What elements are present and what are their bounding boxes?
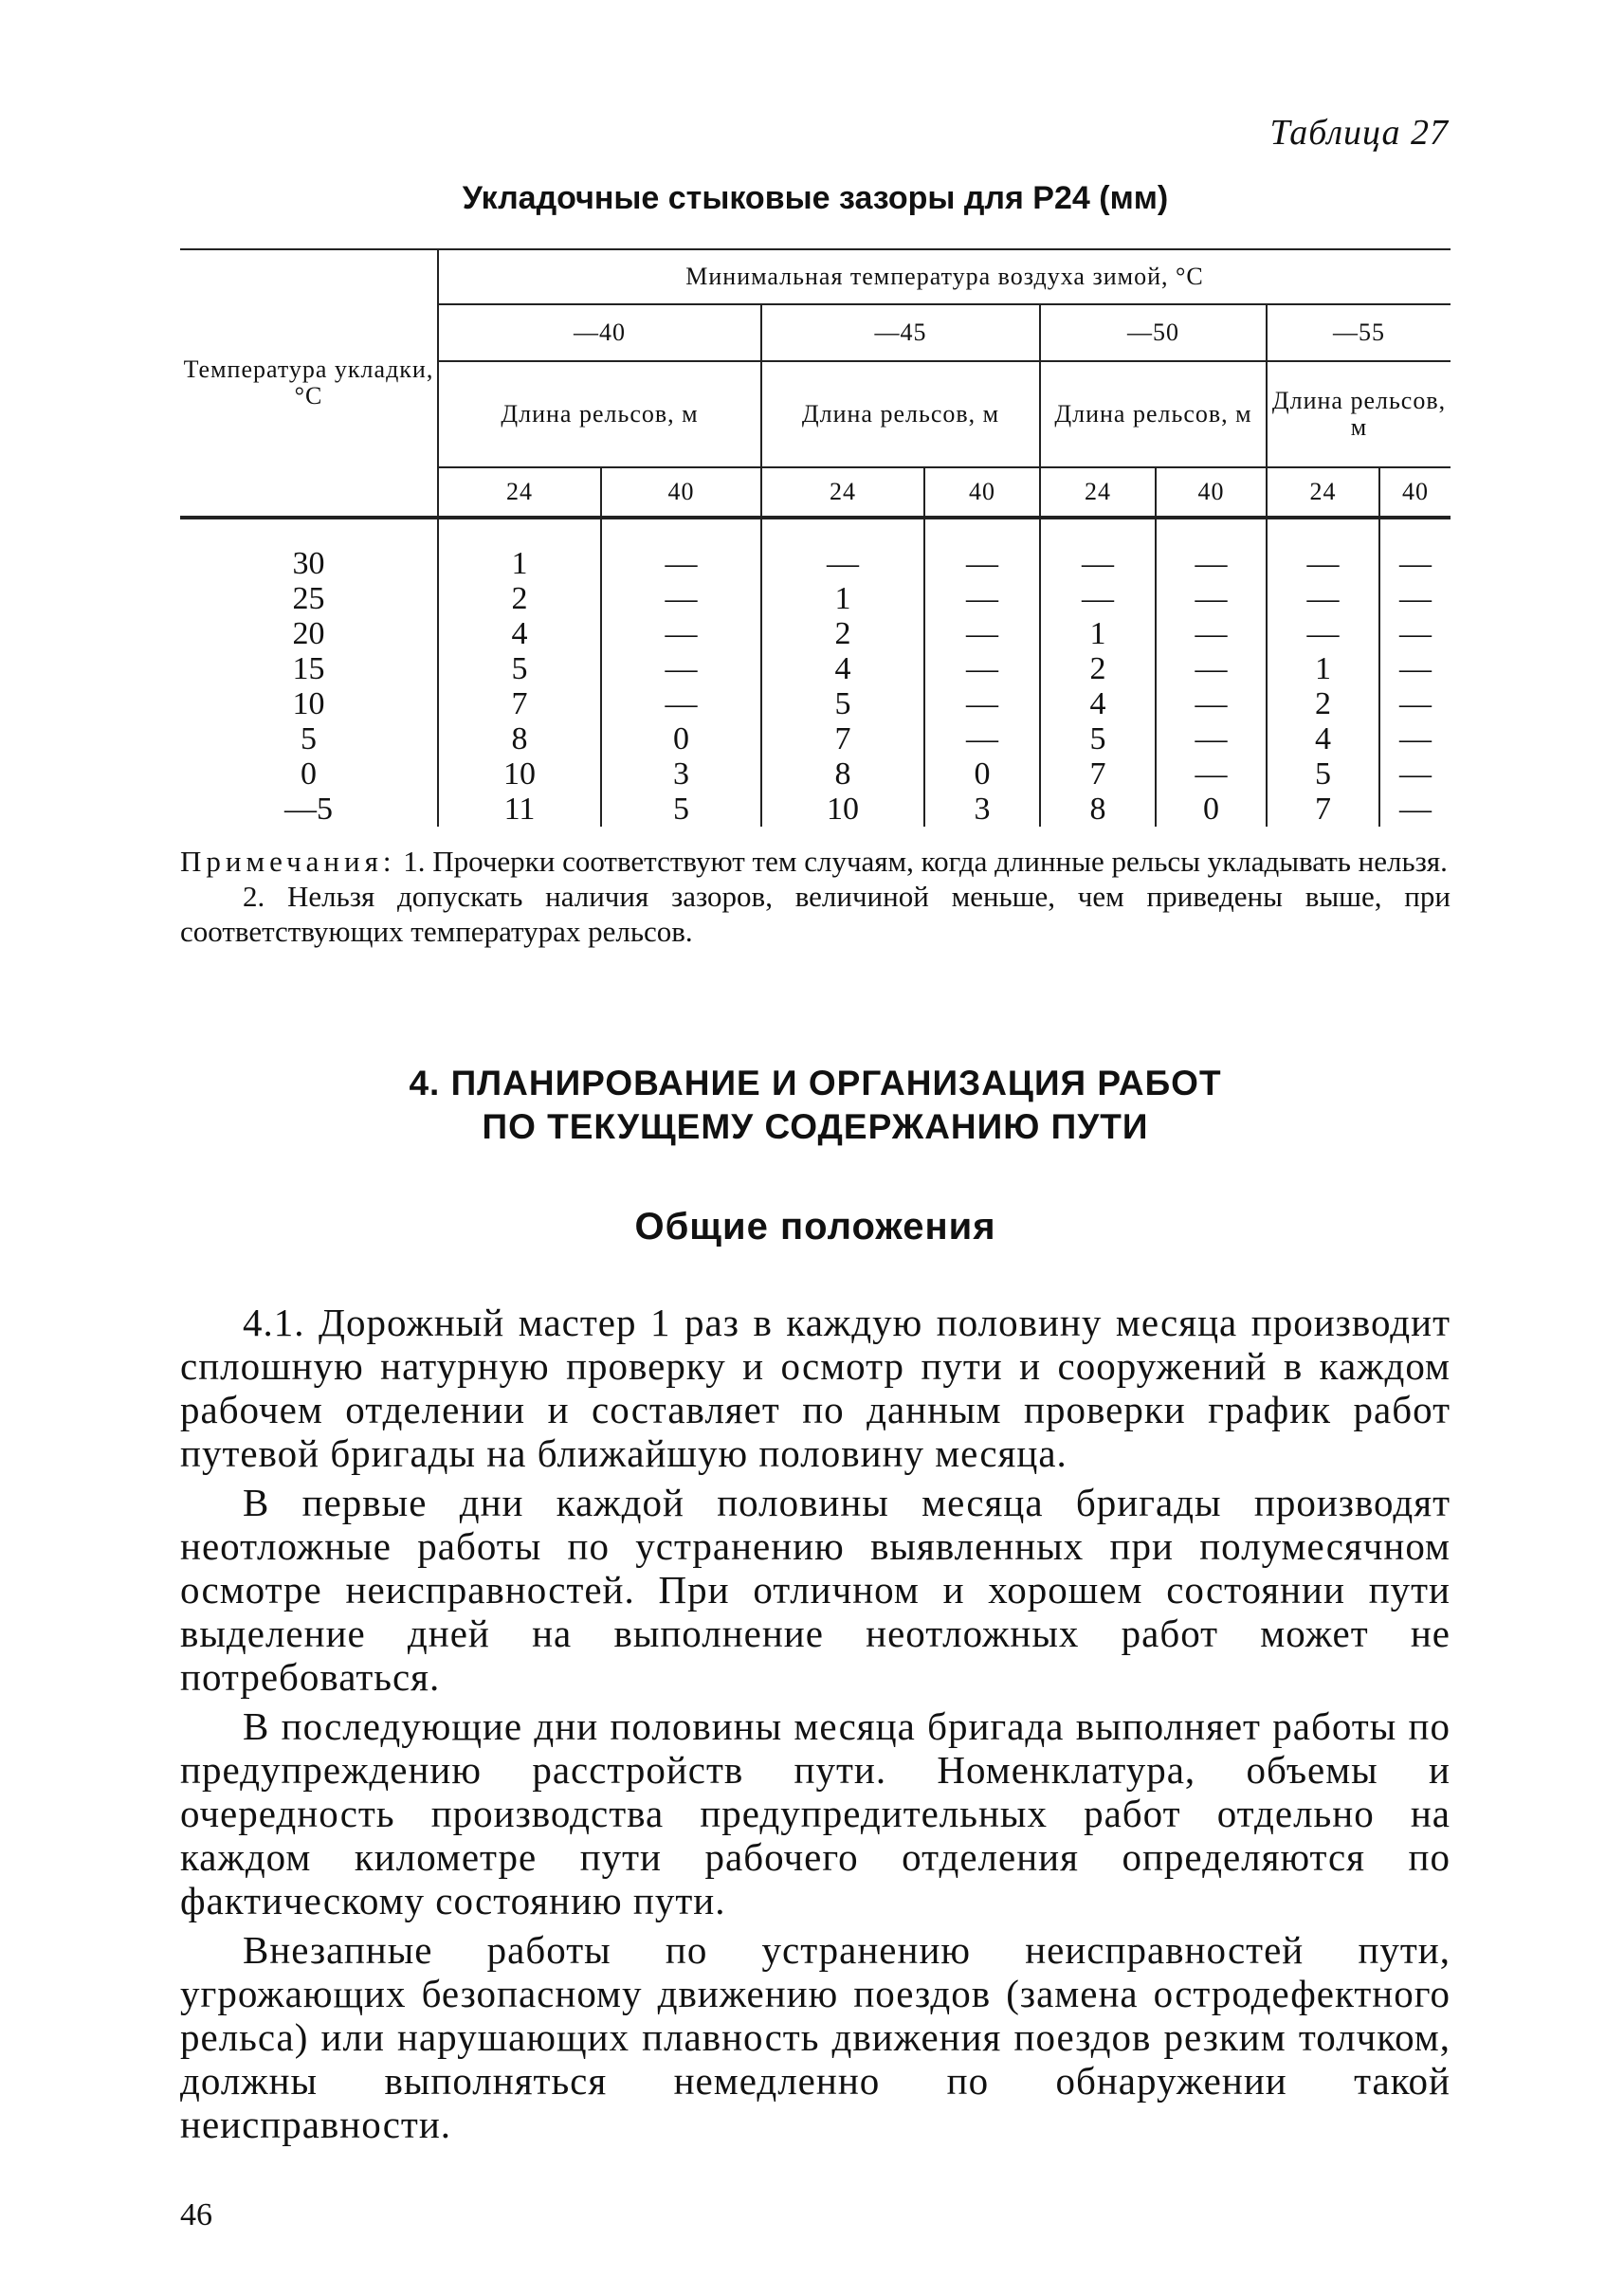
table-body <box>180 518 1451 827</box>
gap-cell: 0 <box>924 756 1040 792</box>
gap-cell: 4 <box>1267 721 1379 756</box>
length-header: Длина рельсов, м <box>1040 361 1267 467</box>
note-2: 2. Нельзя допускать наличия зазоров, величиной меньше, чем приведены выше, при соответствующих температурах рельсов. <box>180 880 1451 948</box>
table-row <box>180 686 1451 721</box>
gap-cell: 7 <box>511 686 528 721</box>
page-number: 46 <box>180 2197 212 2232</box>
gap-cell: — <box>1156 651 1267 686</box>
gap-cell: — <box>1379 721 1451 756</box>
gap-cell: — <box>1156 686 1267 721</box>
gap-cell: 7 <box>1267 792 1379 827</box>
section-subtitle: Общие положения <box>634 1206 996 1248</box>
gap-cell: — <box>924 721 1040 756</box>
table-row <box>180 756 1451 792</box>
length-header: Длина рельсов, м <box>1267 361 1451 467</box>
table-title: Укладочные стыковые зазоры для Р24 (мм) <box>462 180 1169 216</box>
gap-cell: 11 <box>503 792 536 827</box>
gap-cell: — <box>601 581 761 616</box>
notes-label: Примечания: <box>180 845 396 878</box>
gap-cell: — <box>1379 792 1451 827</box>
paragraph: В последующие дни половины месяца бригада выполняет работы по предупреждению расстройств пути. Номенклатура, объемы и очередность производства предупредительных работ отдельно на каждом километре пути рабочего отделения определяются по фактическому состоянию пути. <box>180 1704 1451 1922</box>
table-notes <box>180 844 1451 949</box>
gap-cell: 2 <box>511 581 528 616</box>
length-header: Длина рельсов, м <box>761 361 1040 467</box>
gap-cell: — <box>601 686 761 721</box>
rail-length-header: 40 <box>1156 467 1267 518</box>
gap-cell: 3 <box>601 756 761 792</box>
length-header: Длина рельсов, м <box>438 361 761 467</box>
gap-cell: — <box>1379 616 1451 651</box>
row-temperature: 0 <box>180 756 438 792</box>
gap-cell: — <box>924 616 1040 651</box>
gap-cell: — <box>761 518 924 581</box>
table-row <box>180 518 1451 581</box>
gap-cell: — <box>1040 581 1156 616</box>
rail-length-header: 24 <box>761 467 924 518</box>
gap-cell: — <box>601 651 761 686</box>
gap-cell: — <box>1379 518 1451 581</box>
body-text <box>180 1301 1451 2152</box>
gap-cell: 8 <box>511 721 528 756</box>
gap-cell: — <box>924 581 1040 616</box>
paragraph: 4.1. Дорожный мастер 1 раз в каждую половину месяца производит сплошную натурную проверку и осмотр пути и сооружений в каждом рабочем отделении и составляет по данным проверки график работ путевой бригады на ближайшую половину месяца. <box>180 1301 1451 1475</box>
table-row <box>180 792 1451 827</box>
paragraph: В первые дни каждой половины месяца бригады производят неотложные работы по устранению выявленных при полумесячном осмотре неисправностей. При отличном и хорошем состоянии пути выделение дней на выполнение неотложных работ может не потребоваться. <box>180 1481 1451 1699</box>
table-row <box>180 651 1451 686</box>
gap-cell: 4 <box>511 616 528 651</box>
gap-cell: 8 <box>1040 792 1156 827</box>
gap-cell: 2 <box>761 616 924 651</box>
section-title-line-1: 4. ПЛАНИРОВАНИЕ И ОРГАНИЗАЦИЯ РАБОТ <box>409 1064 1222 1102</box>
rail-length-header: 24 <box>506 478 533 505</box>
gap-cell: 10 <box>503 756 536 792</box>
gap-cell: — <box>1156 518 1267 581</box>
gap-cell: 1 <box>761 581 924 616</box>
gap-cell: — <box>1156 616 1267 651</box>
gap-cell: 4 <box>761 651 924 686</box>
temp-header: —50 <box>1040 304 1267 361</box>
gap-cell: 3 <box>924 792 1040 827</box>
gap-cell: 1 <box>511 546 528 581</box>
rail-length-header: 24 <box>1267 467 1379 518</box>
gaps-table-wrapper <box>180 248 1451 827</box>
row-temperature: 10 <box>180 686 438 721</box>
section-title-line-2: ПО ТЕКУЩЕМУ СОДЕРЖАНИЮ ПУТИ <box>482 1107 1149 1146</box>
stub-header: Температура укладки, °С <box>180 249 438 518</box>
row-temperature: 25 <box>180 581 438 616</box>
gap-cell: 0 <box>601 721 761 756</box>
row-temperature: 15 <box>180 651 438 686</box>
table-number: Таблица 27 <box>1269 113 1449 153</box>
row-temperature: 5 <box>180 721 438 756</box>
gap-cell: — <box>1156 721 1267 756</box>
gap-cell: — <box>601 616 761 651</box>
table-row <box>180 616 1451 651</box>
temp-header: —55 <box>1267 304 1451 361</box>
gap-cell: — <box>1379 756 1451 792</box>
gap-cell: 5 <box>511 651 528 686</box>
gap-cell: — <box>1379 651 1451 686</box>
gap-cell: — <box>1267 616 1379 651</box>
gap-cell: — <box>924 651 1040 686</box>
gap-cell: — <box>1379 686 1451 721</box>
gap-cell: — <box>601 518 761 581</box>
gap-cell: — <box>1267 518 1379 581</box>
row-temperature: 20 <box>180 616 438 651</box>
rail-length-header: 40 <box>1379 467 1451 518</box>
gap-cell: 2 <box>1267 686 1379 721</box>
gap-cell: 5 <box>1040 721 1156 756</box>
gap-cell: 5 <box>1267 756 1379 792</box>
gap-cell: 1 <box>1040 616 1156 651</box>
gap-cell: 7 <box>1040 756 1156 792</box>
gap-cell: — <box>1156 581 1267 616</box>
gap-cell: — <box>1267 581 1379 616</box>
group-header: Минимальная температура воздуха зимой, °С <box>438 249 1451 304</box>
table-row <box>180 581 1451 616</box>
gap-cell: 5 <box>761 686 924 721</box>
gap-cell: — <box>1379 581 1451 616</box>
gap-cell: 4 <box>1040 686 1156 721</box>
gap-cell: 7 <box>761 721 924 756</box>
gap-cell: 10 <box>761 792 924 827</box>
gap-cell: 0 <box>1156 792 1267 827</box>
gap-cell: 1 <box>1267 651 1379 686</box>
note-1: 1. Прочерки соответствуют тем случаям, когда длинные рельсы укладывать нельзя. <box>403 845 1448 878</box>
rail-length-header: 40 <box>601 467 761 518</box>
paragraph: Внезапные работы по устранению неисправностей пути, угрожающих безопасному движению поездов (замена остродефектного рельса) или нарушающих плавность движения поездов резким толчком, должны выполняться немедленно по обнаружении такой неисправности. <box>180 1928 1451 2146</box>
gap-cell: — <box>924 686 1040 721</box>
gap-cell: 5 <box>601 792 761 827</box>
row-temperature: 30 <box>180 518 438 581</box>
rail-length-header: 40 <box>924 467 1040 518</box>
temp-header: —45 <box>761 304 1040 361</box>
gap-cell: — <box>1156 756 1267 792</box>
gap-cell: — <box>1040 518 1156 581</box>
gap-cell: 2 <box>1040 651 1156 686</box>
rail-length-header: 24 <box>1040 467 1156 518</box>
table-row <box>180 721 1451 756</box>
gap-cell: 8 <box>761 756 924 792</box>
row-temperature: —5 <box>180 792 438 827</box>
section-title <box>180 1062 1451 1149</box>
gap-cell: — <box>924 518 1040 581</box>
temp-header: —40 <box>438 304 761 361</box>
gaps-table <box>180 248 1451 827</box>
